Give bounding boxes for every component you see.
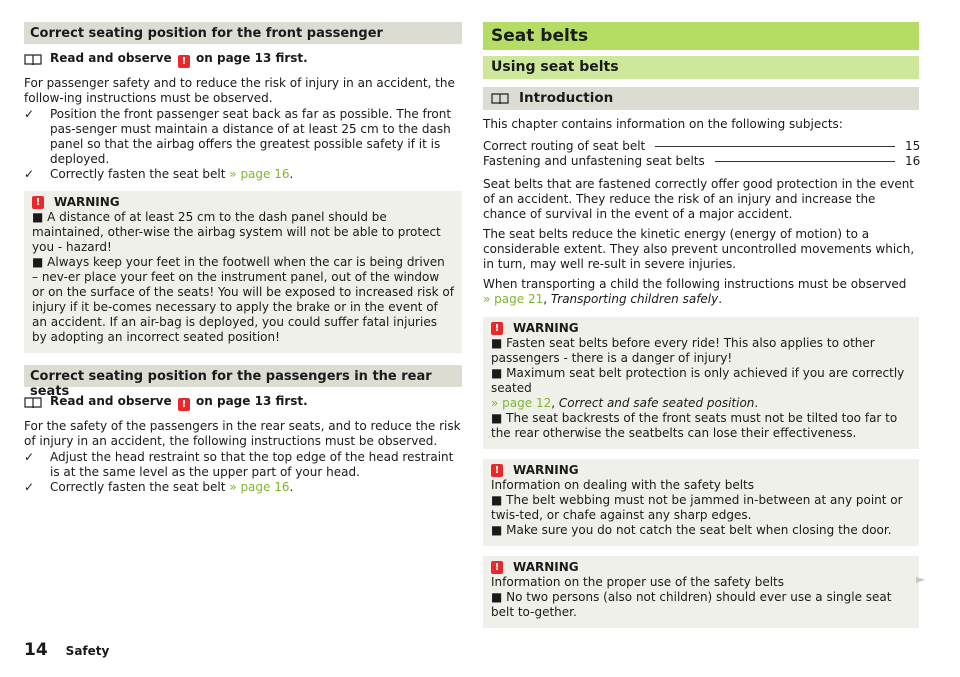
left-column [24, 22, 462, 495]
section-name: Safety [65, 644, 110, 658]
warning-header: ! WARNING [491, 321, 911, 336]
warning-icon: ! [178, 55, 190, 68]
warning-bullet: ■ Fasten seat belts before every ride! This also applies to other passengers - there is a danger of injury! [491, 336, 875, 365]
warning-line: Information on the proper use of the safety belts [491, 575, 784, 589]
intro-heading: Introduction [483, 87, 919, 110]
warning-icon: ! [491, 561, 503, 574]
paragraph: The seat belts reduce the kinetic energy (energy of motion) to a considerable extent. They also prevent uncontrolled movements which, in turn, may well re-sult in severe injuries. [483, 227, 915, 271]
rear-read-pre: Read and observe [50, 394, 172, 408]
toc-leader [655, 146, 895, 147]
chapter-title: Seat belts [483, 22, 919, 50]
warning-header: ! WARNING [32, 195, 454, 210]
front-read-pre: Read and observe [50, 51, 172, 65]
warning-bullet: ■ Maximum seat belt protection is only achieved if you are correctly seated » page 12, Correct and safe seated position. [491, 366, 905, 410]
toc-leader [715, 161, 895, 162]
warning-icon: ! [32, 196, 44, 209]
warning-bullet: ■ A distance of at least 25 cm to the dash panel should be maintained, other-wise the airbag system will not be able to protect you - hazard! [32, 210, 441, 254]
front-read-post: on page 13 first. [196, 51, 308, 65]
toc-row[interactable]: Correct routing of seat belt 15 [483, 139, 921, 153]
warning-bullet: ■ The seat backrests of the front seats must not be tilted too far to the rear otherwise the seatbelts can lose their effectiveness. [491, 411, 898, 440]
front-check-1: ✓ Position the front passenger seat back as far as possible. The front pas-senger must maintain a distance of at least 25 cm to the dash panel so that the airbag offers the greatest possible safety if it is deployed. [24, 107, 452, 166]
front-passenger-heading: Correct seating position for the front passenger [24, 22, 462, 44]
warning-icon: ! [178, 398, 190, 411]
paragraph: When transporting a child the following instructions must be observed » page 21, Transporting children safely. [483, 277, 907, 306]
warning-header: ! WARNING [491, 560, 911, 575]
toc [483, 139, 919, 169]
warning-bullet: ■ Make sure you do not catch the seat belt when closing the door. [491, 523, 892, 537]
checkmark-icon: ✓ [24, 167, 35, 181]
page-21-link[interactable]: » page 21 [483, 292, 544, 306]
checkmark-icon: ✓ [24, 480, 35, 494]
rear-intro: For the safety of the passengers in the rear seats, and to reduce the risk of injury in an accident, the following instructions must be observed. [24, 419, 461, 448]
checkmark-icon: ✓ [24, 107, 35, 121]
book-icon [491, 93, 509, 105]
rear-check-2: ✓ Correctly fasten the seat belt » page 16. [24, 480, 294, 494]
chapter-intro: This chapter contains information on the following subjects: [483, 117, 843, 131]
paragraph: Seat belts that are fastened correctly offer good protection in the event of an accident. They reduce the risk of an injury and increase the chance of survival in the event of a major accident. [483, 177, 915, 221]
book-icon [24, 54, 42, 66]
book-icon [24, 397, 42, 409]
warning-bullet: ■ Always keep your feet in the footwell when the car is being driven – nev-er place your feet on the instrument panel, out of the window or on the surface of the seats! You will be exposed to increased risk of injury if it be-comes necessary to apply the brake or in the event of an accident. If an air-bag is deployed, you could suffer fatal injuries by adopting an incorrect seated position! [32, 255, 454, 344]
rear-read-observe [24, 394, 462, 411]
rear-read-post: on page 13 first. [196, 394, 308, 408]
page-footer [24, 640, 110, 660]
warning-header: ! WARNING [491, 463, 911, 478]
warning-icon: ! [491, 464, 503, 477]
front-read-observe [24, 51, 462, 68]
rear-passenger-heading: Correct seating position for the passengers in the rear seats [24, 365, 462, 387]
warning-icon: ! [491, 322, 503, 335]
front-check-2: ✓ Correctly fasten the seat belt » page 16. [24, 167, 294, 181]
right-column [483, 22, 919, 628]
page-number: 14 [24, 640, 48, 660]
page-12-link[interactable]: » page 12 [491, 396, 552, 410]
continue-arrow-icon: ► [916, 572, 926, 586]
rear-checklist [24, 450, 462, 495]
warning-line: Information on dealing with the safety belts [491, 478, 755, 492]
section-subtitle: Using seat belts [483, 56, 919, 79]
checkmark-icon: ✓ [24, 450, 35, 464]
page-16-link[interactable]: » page 16 [229, 167, 290, 181]
front-warning-box [24, 191, 462, 353]
page-16-link[interactable]: » page 16 [229, 480, 290, 494]
rear-check-1: ✓ Adjust the head restraint so that the top edge of the head restraint is at the same level as the upper part of your head. [24, 450, 454, 479]
warning-box-2 [483, 459, 919, 546]
toc-row[interactable]: Fastening and unfastening seat belts 16 [483, 154, 921, 168]
warning-box-3 [483, 556, 919, 628]
warning-bullet: ■ The belt webbing must not be jammed in-between at any point or twis-ted, or chafe against any sharp edges. [491, 493, 903, 522]
warning-box-1 [483, 317, 919, 449]
warning-bullet: ■ No two persons (also not children) should ever use a single seat belt to-gether. [491, 590, 892, 619]
front-checklist [24, 107, 462, 182]
front-intro: For passenger safety and to reduce the risk of injury in an accident, the follow-ing instructions must be observed. [24, 76, 455, 105]
